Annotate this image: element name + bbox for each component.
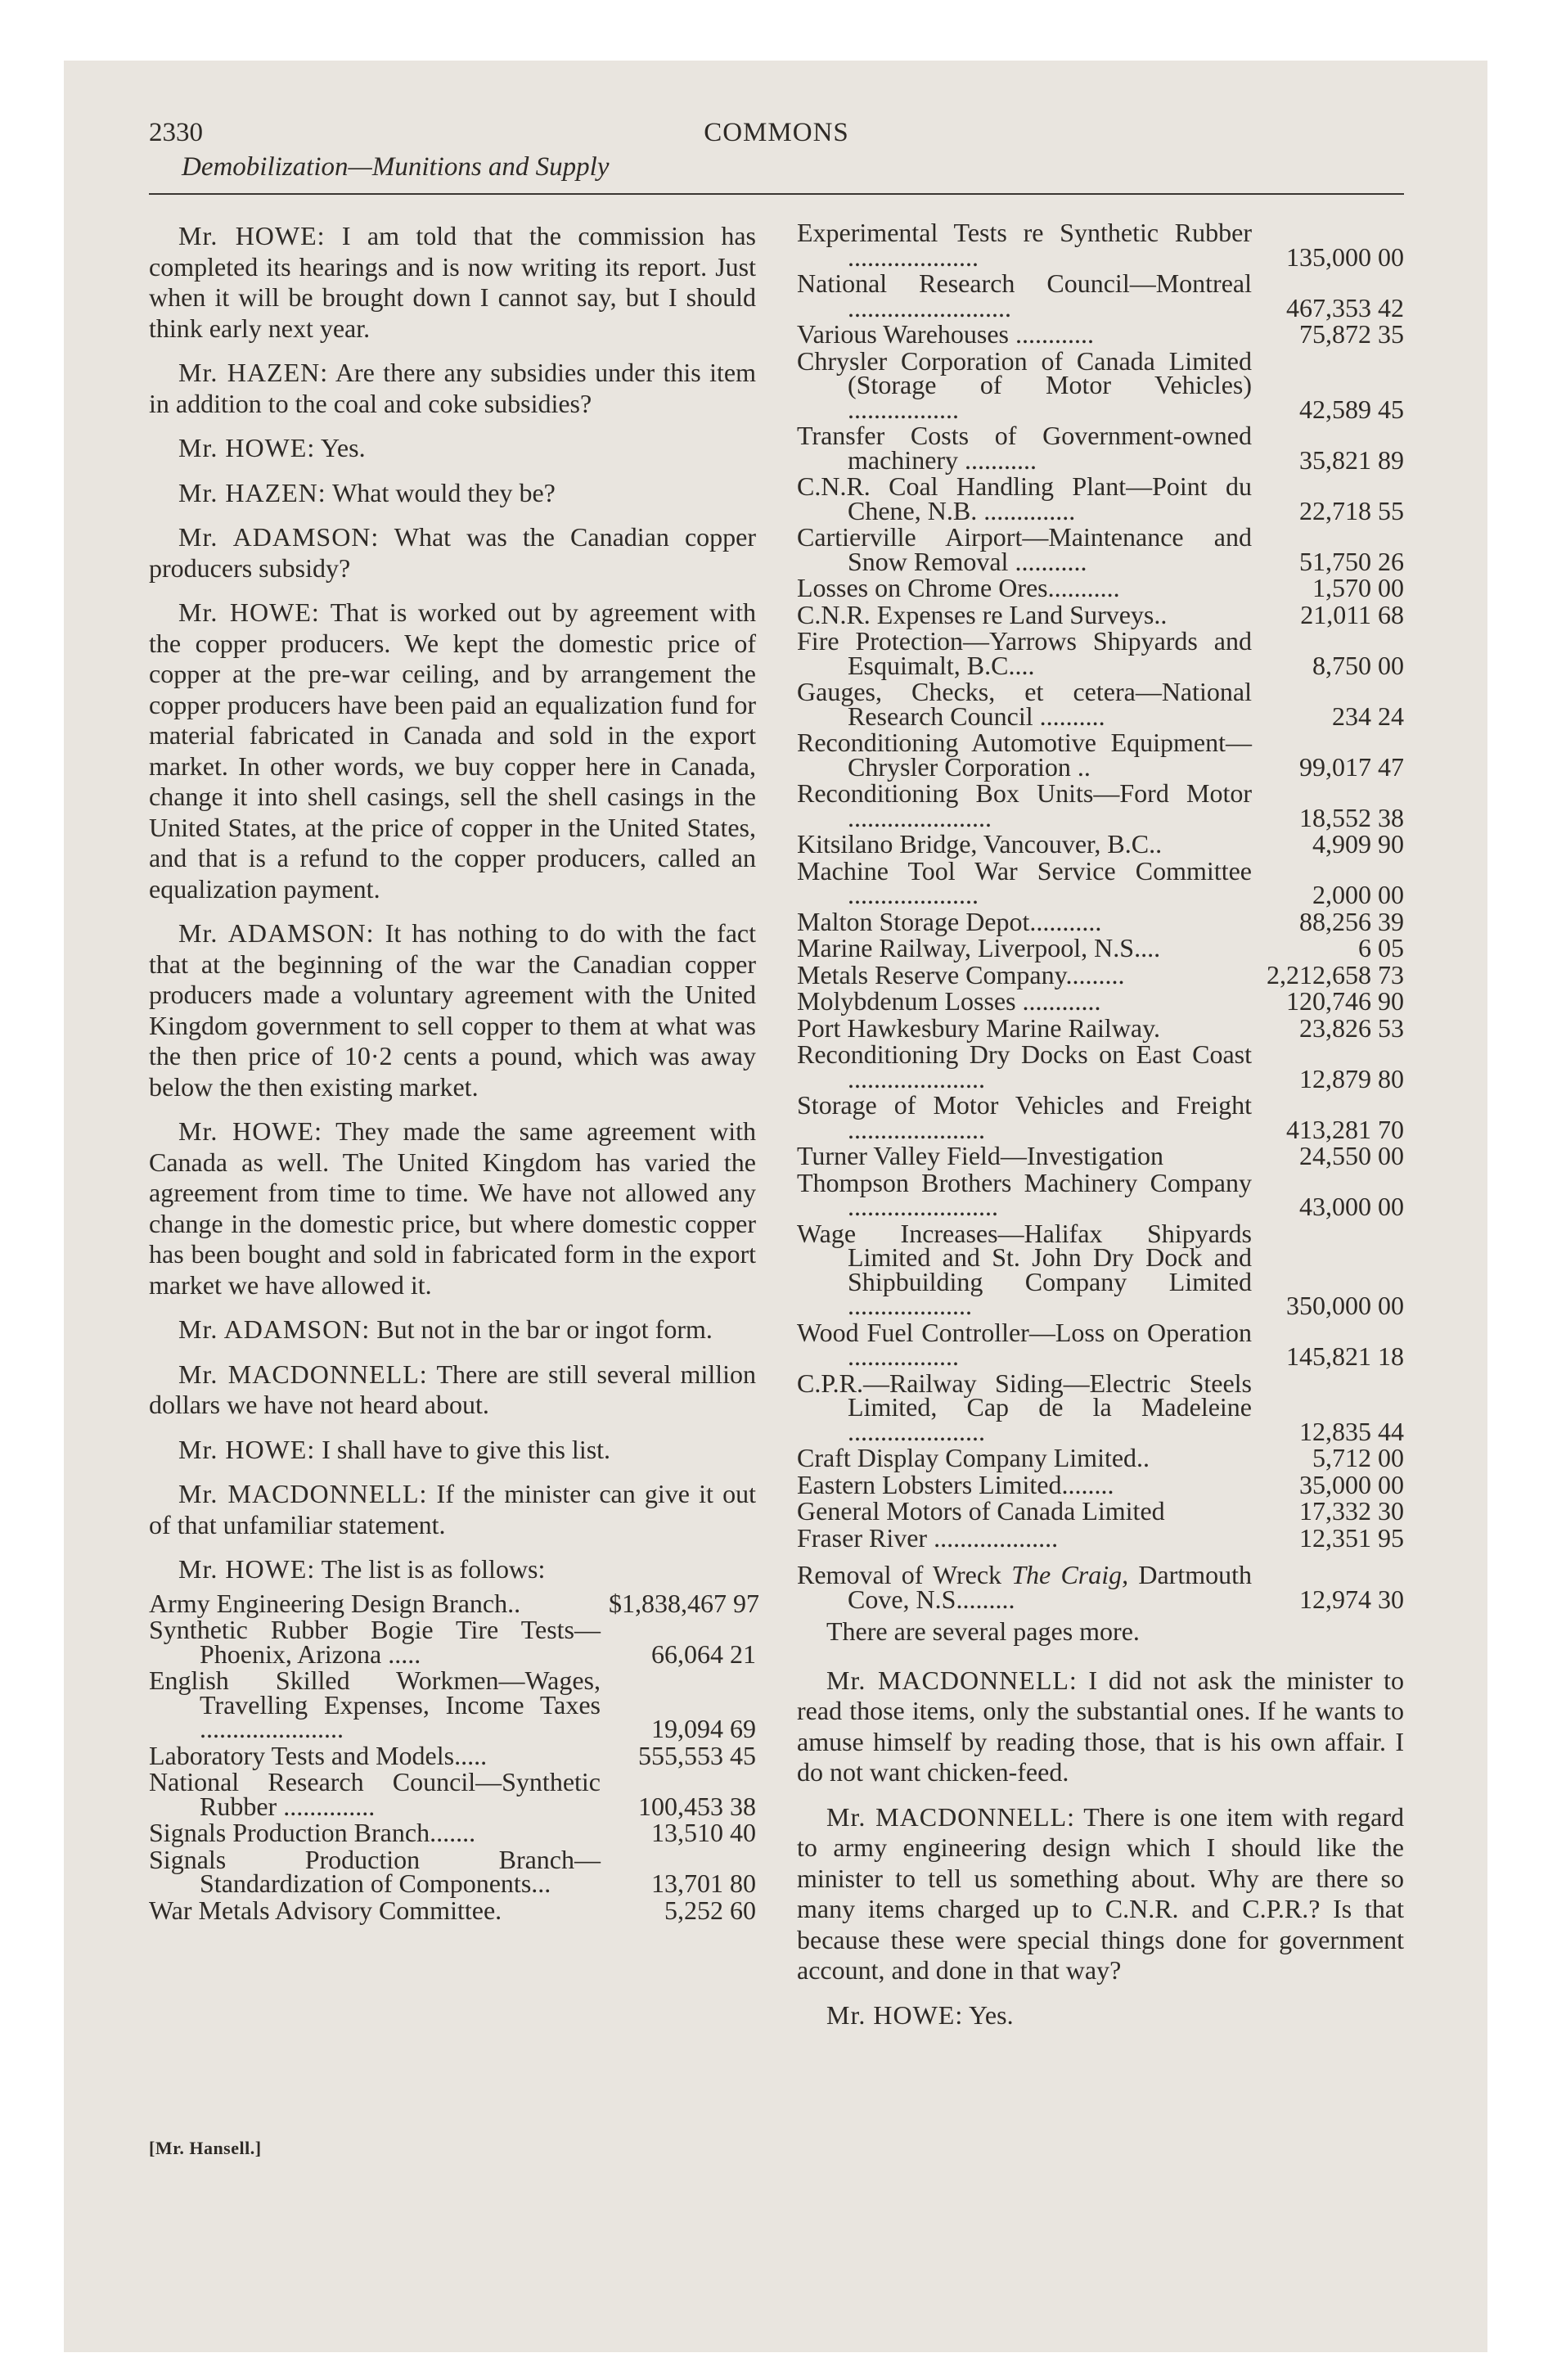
right-paragraphs (797, 1666, 1404, 2031)
speaker: Mr. HOWE: (178, 1116, 322, 1146)
list-entry (149, 1740, 756, 1770)
entry-amount: 43,000 00 (1299, 1192, 1404, 1221)
entry-text: Removal of Wreck (797, 1560, 1012, 1589)
speech-text: They made the same agreement with Canada as well. The United Kingdom has varied the agreement from time to time. We have not allowed any change in the domestic price, but where domestic copper has been bought and sold in fabricated form in the export market we have allowed it. (149, 1116, 757, 1300)
speech-text: It has nothing to do with the fact that at the beginning of the war the Canadian copper producers made a voluntary agreement with the United Kingdom government to sell copper to them at what was the then price of 10·2 cents a pound, which was away below the then existing market. (149, 918, 757, 1102)
left-paragraphs (149, 221, 756, 1540)
speaker: Mr. HOWE: (178, 597, 320, 627)
entry-amount: 51,750 26 (1299, 546, 1404, 576)
entry-amount: 120,746 90 (1286, 986, 1404, 1016)
entry-amount: 234 24 (1332, 701, 1404, 731)
entry-description: Synthetic Rubber Bogie Tire Tests—Phoenix, Arizona ..... (149, 1615, 601, 1669)
entry-amount: 1,570 00 (1312, 573, 1404, 602)
entry-description: Fire Protection—Yarrows Shipyards and Esquimalt, B.C.... (797, 626, 1252, 680)
entry-amount: 5,712 00 (1312, 1443, 1404, 1472)
entry-amount: 413,281 70 (1286, 1114, 1404, 1144)
list-entry (797, 1218, 1404, 1320)
ship-name: The Craig, (1011, 1560, 1129, 1589)
speech-text: If the minister can give it out of that unfamiliar statement. (149, 1479, 757, 1539)
list-entry (797, 599, 1404, 629)
speech-paragraph (149, 1116, 756, 1300)
speaker: Mr. ADAMSON: (178, 918, 375, 948)
entry-description: Cartierville Airport—Maintenance and Snow Removal ........... (797, 522, 1252, 576)
speaker: Mr. HOWE: (178, 1434, 316, 1464)
list-entry (149, 1588, 759, 1618)
speaker: Mr. HOWE: (178, 433, 316, 462)
entry-amount: 17,332 30 (1299, 1496, 1404, 1526)
list-entry (797, 906, 1404, 936)
speech-text: What was the Canadian copper producers subsidy? (149, 522, 757, 583)
entry-amount: 2,212,658 73 (1267, 959, 1404, 989)
speech-text: There are still several million dollars we have not heard about. (149, 1359, 757, 1419)
entry-description: C.N.R. Expenses re Land Surveys.. (797, 599, 1168, 629)
speaker: Mr. HOWE: (826, 1999, 964, 2030)
list-entry (797, 1012, 1404, 1043)
speech-text: What would they be? (326, 477, 556, 507)
speech-paragraph (149, 918, 756, 1102)
list-remark: There are several pages more. (826, 1616, 1140, 1646)
speech-text: I did not ask the minister to read those items, only the substantial ones. If he wants to amuse himself by reading those, that is his own affair. I do not want chicken-feed. (797, 1665, 1405, 1787)
speech-text: I shall have to give this list. (315, 1434, 611, 1464)
left-column (149, 221, 759, 1936)
entry-amount: 8,750 00 (1312, 650, 1404, 680)
entry-amount: 75,872 35 (1299, 319, 1404, 349)
entry-amount: 66,064 21 (651, 1639, 756, 1669)
speech-paragraph (797, 1666, 1404, 1788)
entry-description: War Metals Advisory Committee. (149, 1895, 502, 1925)
entry-amount: 23,826 53 (1299, 1012, 1404, 1043)
entry-description: English Skilled Workmen—Wages, Travelling Expenses, Income Taxes ...................... (149, 1666, 601, 1743)
entry-amount: 350,000 00 (1286, 1291, 1404, 1320)
speech-paragraph (149, 433, 756, 464)
entry-description: Reconditioning Box Units—Ford Motor ...................... (797, 778, 1252, 832)
speech-text: Yes. (963, 1999, 1014, 2030)
list-entry (797, 319, 1404, 349)
entry-description: Transfer Costs of Government-owned machinery ........... (797, 421, 1252, 475)
entry-amount: 13,510 40 (651, 1818, 756, 1847)
running-title: COMMONS (704, 118, 849, 147)
entry-amount: 24,550 00 (1299, 1141, 1404, 1170)
entry-description: Metals Reserve Company......... (797, 959, 1125, 989)
entry-description: National Research Council—Montreal ......................... (797, 268, 1252, 322)
right-column (797, 218, 1405, 2044)
entry-amount: 99,017 47 (1299, 751, 1404, 782)
list-entry (797, 1560, 1404, 1614)
list-entry (797, 1368, 1404, 1446)
list-entry (797, 218, 1404, 272)
list-entry (797, 573, 1404, 602)
entry-description: Craft Display Company Limited.. (797, 1443, 1150, 1472)
speech-paragraph (149, 597, 756, 904)
speaker: Mr. HOWE: (178, 221, 326, 250)
speaker: Mr. MACDONNELL: (178, 1359, 428, 1389)
list-entry (797, 959, 1404, 989)
speech-paragraph (797, 1802, 1404, 1986)
entry-description: Turner Valley Field—Investigation (797, 1141, 1163, 1170)
entry-description: Eastern Lobsters Limited........ (797, 1469, 1114, 1499)
entry-description: C.P.R.—Railway Siding—Electric Steels Limited, Cap de la Madeleine ..................... (797, 1368, 1252, 1446)
speaker: Mr. HAZEN: (178, 358, 329, 387)
list-entry (149, 1818, 756, 1847)
entry-amount: 4,909 90 (1312, 829, 1404, 859)
entry-description: Reconditioning Dry Docks on East Coast ..................... (797, 1039, 1252, 1093)
entry-description: Laboratory Tests and Models..... (149, 1740, 488, 1770)
list-entry (149, 1895, 756, 1925)
list-entry (797, 471, 1404, 525)
list-entry (797, 677, 1404, 731)
entry-description: Fraser River ................... (797, 1522, 1059, 1553)
entry-amount: 135,000 00 (1286, 241, 1404, 272)
entry-amount: 88,256 39 (1299, 906, 1404, 936)
section-title: Demobilization—Munitions and Supply (182, 152, 610, 182)
speech-text: I am told that the commission has completed its hearings and is now writing its report. Just when it will be brought down I cannot say, but I should think early next year. (149, 221, 757, 343)
list-entry (149, 1767, 756, 1821)
entry-description: National Research Council—Synthetic Rubber .............. (149, 1767, 601, 1821)
entry-description: Army Engineering Design Branch.. (149, 1588, 521, 1618)
list-entry (797, 1443, 1404, 1472)
expenditure-list (149, 1588, 759, 1925)
speech-text: That is worked out by agreement with the copper producers. We kept the domestic price of copper at the pre-war ceiling, and by arrangement the copper producers have been paid an equalization fund for material fabricated in Canada and sold in the export market. In other words, we buy copper here in Canada, change it into shell casings, sell the shell casings in the United States, at the price of copper in the United States, and that is a refund to the copper producers, called an equalization payment. (149, 597, 757, 904)
page-number: 2330 (149, 118, 203, 147)
list-entry (797, 1522, 1404, 1553)
entry-description: Thompson Brothers Machinery Company ....................... (797, 1167, 1252, 1221)
list-entry (797, 268, 1404, 322)
speech-paragraph (149, 1359, 756, 1421)
entry-description: Kitsilano Bridge, Vancouver, B.C.. (797, 829, 1163, 859)
list-entry (797, 345, 1404, 424)
list-entry (797, 728, 1404, 782)
list-entry (797, 626, 1404, 680)
speaker: Mr. HOWE: (178, 1554, 316, 1584)
entry-description (797, 1560, 1253, 1614)
entry-amount: 100,453 38 (638, 1791, 756, 1821)
entry-description: Experimental Tests re Synthetic Rubber .................... (797, 218, 1252, 272)
list-entry (797, 986, 1404, 1016)
entry-description: Storage of Motor Vehicles and Freight ..................... (797, 1090, 1252, 1144)
speech-text: The list is as follows: (315, 1554, 546, 1584)
speech-paragraph (149, 522, 756, 584)
list-entry (797, 778, 1404, 832)
entry-amount: 6 05 (1358, 933, 1404, 962)
entry-amount: 2,000 00 (1312, 880, 1404, 909)
speech-paragraph (149, 1435, 756, 1466)
speech-text: Yes. (315, 433, 366, 462)
entry-description: Losses on Chrome Ores........... (797, 573, 1120, 602)
entry-description: Chrysler Corporation of Canada Limited (Storage of Motor Vehicles) ................. (797, 345, 1252, 424)
speech-paragraph (149, 221, 756, 344)
speaker: Mr. MACDONNELL: (826, 1665, 1078, 1695)
list-entry (797, 829, 1404, 859)
entry-description: Various Warehouses ............ (797, 319, 1094, 349)
entry-description: Machine Tool War Service Committee .................... (797, 855, 1252, 909)
speech-paragraph (797, 2000, 1404, 2031)
entry-description: Port Hawkesbury Marine Railway. (797, 1012, 1161, 1043)
entry-description: Malton Storage Depot........... (797, 906, 1102, 936)
entry-amount: 42,589 45 (1299, 394, 1404, 424)
entry-description: Signals Production Branch—Standardization of Components... (149, 1844, 601, 1898)
speaker: Mr. MACDONNELL: (178, 1479, 428, 1508)
entry-description: Molybdenum Losses ............ (797, 986, 1101, 1016)
list-entry (149, 1844, 756, 1898)
entry-amount: 21,011 68 (1300, 599, 1404, 629)
speech-text: There is one item with regard to army engineering design which I should like the minister to tell us something about. Why are there so many items charged up to C.N.R. and C.P.R.? Is that because these were special things done for government account, and done in that way? (797, 1801, 1405, 1985)
entry-description: Signals Production Branch....... (149, 1818, 476, 1847)
entry-amount: 145,821 18 (1286, 1341, 1404, 1371)
speaker: Mr. ADAMSON: (178, 522, 380, 552)
list-entry (797, 1141, 1404, 1170)
entry-amount: 12,974 30 (1299, 1584, 1404, 1614)
list-entry (149, 1666, 756, 1743)
entry-amount: 12,879 80 (1299, 1063, 1404, 1093)
speech-paragraph (149, 1314, 756, 1346)
list-entry (149, 1615, 756, 1669)
entry-description: General Motors of Canada Limited (797, 1496, 1165, 1526)
entry-text: Dartmouth Cove, N.S......... (848, 1560, 1253, 1614)
list-entry (797, 1469, 1404, 1499)
entry-description: Marine Railway, Liverpool, N.S.... (797, 933, 1161, 962)
entry-amount: 22,718 55 (1299, 495, 1404, 525)
footer-note: [Mr. Hansell.] (149, 2138, 262, 2158)
entry-amount: 12,835 44 (1299, 1416, 1404, 1446)
speech-paragraph (149, 358, 756, 419)
entry-description: C.N.R. Coal Handling Plant—Point du Chene, N.B. .............. (797, 471, 1252, 525)
list-entry (797, 1496, 1404, 1526)
entry-amount: 19,094 69 (651, 1714, 756, 1743)
entry-amount: 35,821 89 (1299, 444, 1404, 475)
entry-amount: 467,353 42 (1286, 292, 1404, 322)
list-entry (797, 1090, 1404, 1144)
list-entry (797, 933, 1404, 962)
speech-text: Are there any subsidies under this item in addition to the coal and coke subsidies? (149, 358, 757, 418)
speaker: Mr. MACDONNELL: (826, 1801, 1076, 1832)
entry-description: Wage Increases—Halifax Shipyards Limited and St. John Dry Dock and Shipbuilding Company Limited ................... (797, 1218, 1252, 1320)
list-entry (797, 1039, 1404, 1093)
entry-amount: 18,552 38 (1299, 802, 1404, 832)
list-entry (797, 421, 1404, 475)
entry-amount: $1,838,467 97 (609, 1588, 759, 1618)
list-entry (797, 855, 1404, 909)
entry-description: Reconditioning Automotive Equipment—Chrysler Corporation .. (797, 728, 1252, 782)
speaker: Mr. ADAMSON: (178, 1314, 371, 1344)
list-intro (149, 1554, 756, 1585)
entry-amount: 13,701 80 (651, 1868, 756, 1898)
entry-amount: 35,000 00 (1299, 1469, 1404, 1499)
entry-amount: 555,553 45 (638, 1740, 756, 1770)
page-header (149, 115, 1404, 195)
speech-paragraph (149, 1479, 756, 1540)
list-entry (797, 1167, 1404, 1221)
speech-paragraph (149, 478, 756, 509)
entry-description: Wood Fuel Controller—Loss on Operation ................. (797, 1317, 1252, 1371)
list-entry (797, 1317, 1404, 1371)
entry-amount: 5,252 60 (664, 1895, 756, 1925)
entry-amount: 12,351 95 (1299, 1522, 1404, 1553)
speaker: Mr. HAZEN: (178, 477, 326, 507)
speech-text: But not in the bar or ingot form. (370, 1314, 713, 1344)
entry-description: Gauges, Checks, et cetera—National Research Council .......... (797, 677, 1252, 731)
expenditure-list-continued (797, 218, 1404, 1553)
list-entry (797, 522, 1404, 576)
